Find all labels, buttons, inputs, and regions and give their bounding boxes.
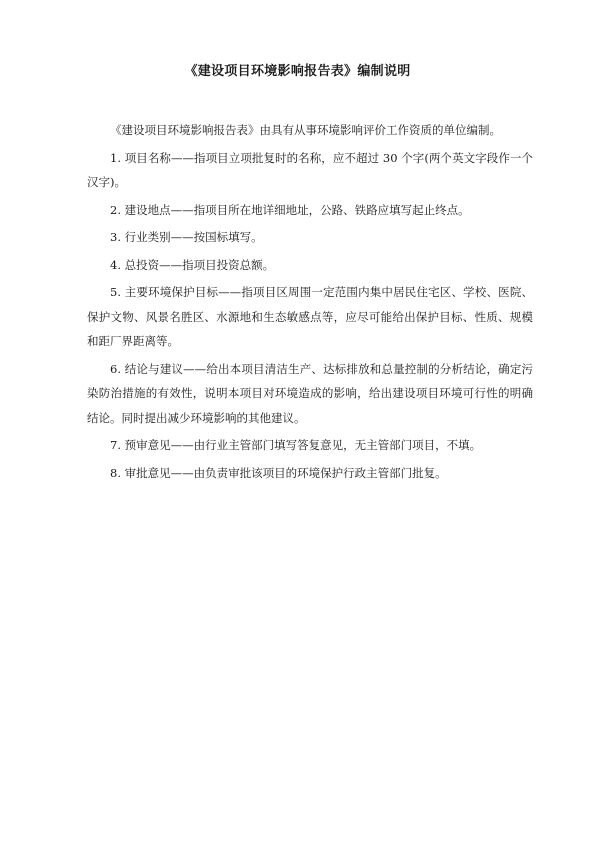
item-industry-category: 3. 行业类别——按国标填写。 — [110, 230, 263, 244]
document-body — [87, 118, 533, 488]
item-approval-opinion: 8. 审批意见——由负责审批该项目的环境保护行政主管部门批复。 — [110, 465, 447, 480]
item-construction-site: 2. 建设地点——指项目所在地详细地址，公路、铁路应填写起止终点。 — [110, 202, 470, 217]
item-conclusions: 6. 结论与建议——给出本项目清洁生产、达标排放和总量控制的分析结论，确定污染防治措施的有效性，说明本项目对环境造成的影响，给出建设项目环境可行性的明确结论。同时提出减少环境影响的其他建议。 — [87, 361, 533, 425]
item-total-investment: 4. 总投资——指项目投资总额。 — [110, 257, 275, 272]
item-protection-targets: 5. 主要环境保护目标——指项目区周围一定范围内集中居民住宅区、学校、医院、保护文物、风景名胜区、水源地和生态敏感点等，应尽可能给出保护目标、性质、规模和距厂界距离等。 — [87, 285, 533, 348]
intro-paragraph: 《建设项目环境影响报告表》由具有从事环境影响评价工作资质的单位编制。 — [110, 123, 501, 137]
document-title: 《建设项目环境影响报告表》编制说明 — [184, 64, 411, 79]
item-project-name: 1. 项目名称——指项目立项批复时的名称，应不超过 30 个字(两个英文字段作一个汉字)。 — [87, 150, 533, 189]
item-pre-review-opinion: 7. 预审意见——由行业主管部门填写答复意见，无主管部门项目，不填。 — [110, 438, 482, 452]
